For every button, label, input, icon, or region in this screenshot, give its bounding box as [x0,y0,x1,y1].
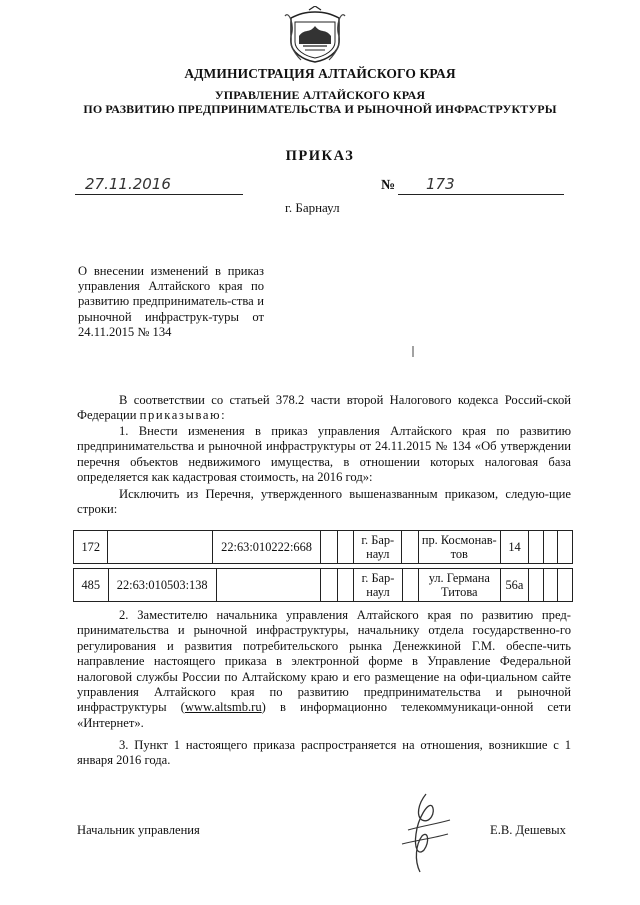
cadastral-number-building [108,531,212,564]
department-title-line1: УПРАВЛЕНИЕ АЛТАЙСКОГО КРАЯ [214,88,426,102]
item-3-paragraph: 3. Пункт 1 настоящего приказа распространяется на отношения, возникшие с 1 января 2016 года. [77,738,571,768]
handwritten-signature-icon [388,790,468,880]
item-2-text: 2. Заместителю начальника управления Алтайского края по развитию пред-принимательства и рыночной инфраструктуры, начальнику отдела государственно-го регулирования и развития потребительского рынка Денежкиной Г.М. обеспе-чить направление настоящего приказа в электронной форме в Управление Федеральной налоговой службы России по Алтайскому краю и его размещение на офи-циальном сайте управления Алтайского края по развитию предпринимательства и рыночной инфраструктуры ( [77,608,571,715]
table-row [73,568,573,602]
empty-cell [402,569,418,602]
preamble-text: В соответствии со статьей 378.2 части второй Налогового кодекса Россий-ской Федерации [77,393,571,423]
order-date: 27.11.2016 [75,175,243,195]
order-subject: О внесении изменений в приказ управления Алтайского края по развитию предприниматель-ства и рыночной инфраструк-туры от 24.11.2015 № 134 [78,264,264,339]
document-type-title: ПРИКАЗ [285,148,355,164]
website-link[interactable]: www.altsmb.ru [184,700,262,715]
signatory-position: Начальник управления [77,823,200,837]
empty-cell [558,531,573,564]
empty-cell [321,531,337,564]
empty-cell [543,531,558,564]
department-title-line2: ПО РАЗВИТИЮ ПРЕДПРИНИМАТЕЛЬСТВА И РЫНОЧНОЙ ИНФРАСТРУКТУРЫ [83,102,557,116]
organization-title: АДМИНИСТРАЦИЯ АЛТАЙСКОГО КРАЯ [184,66,456,81]
city-line: г. Барнаул [285,200,340,215]
row-number: 172 [74,531,108,564]
item-2-paragraph [77,608,571,731]
exclusion-paragraph: Исключить из Перечня, утвержденного вышеназванным приказом, следую-щие строки: [77,487,571,517]
order-verb: приказываю: [139,408,227,423]
empty-cell [529,569,544,602]
empty-cell [529,531,544,564]
signatory-name: Е.В. Дешевых [490,823,566,837]
altai-coat-of-arms-emblem [281,6,349,64]
house-cell: 14 [500,531,528,564]
item-1-paragraph: 1. Внести изменения в приказ управления Алтайского края по развитию предпринимательства и рыночной инфраструктуры от 24.11.2015 № 134 «Об утверждении перечня объектов недвижимого имущества, в отношении которых налоговая база определяется как кадастровая стоимость, на 2016 год»: [77,424,571,485]
empty-cell [321,569,337,602]
cadastral-number-building: 22:63:010503:138 [108,569,216,602]
street-cell: пр. Космонав-тов [418,531,500,564]
stray-mark-icon [410,345,416,359]
city-cell: г. Бар-наул [354,531,402,564]
street-cell: ул. Германа Титова [419,569,501,602]
house-cell: 56а [500,569,529,602]
empty-cell [337,531,353,564]
preamble-paragraph [77,393,571,424]
empty-cell [543,569,558,602]
item-2-text-end: ) в информационно телекоммуникаци-онной сети «Интернет». [77,700,571,730]
row-number: 485 [74,569,109,602]
order-number-label: № [381,178,396,193]
table-row [73,530,573,564]
order-number: 173 [398,175,564,195]
empty-cell [337,569,353,602]
empty-cell [558,569,573,602]
city-cell: г. Бар-наул [354,569,402,602]
cadastral-number-premises: 22:63:010222:668 [212,531,320,564]
cadastral-number-premises [216,569,321,602]
empty-cell [402,531,418,564]
